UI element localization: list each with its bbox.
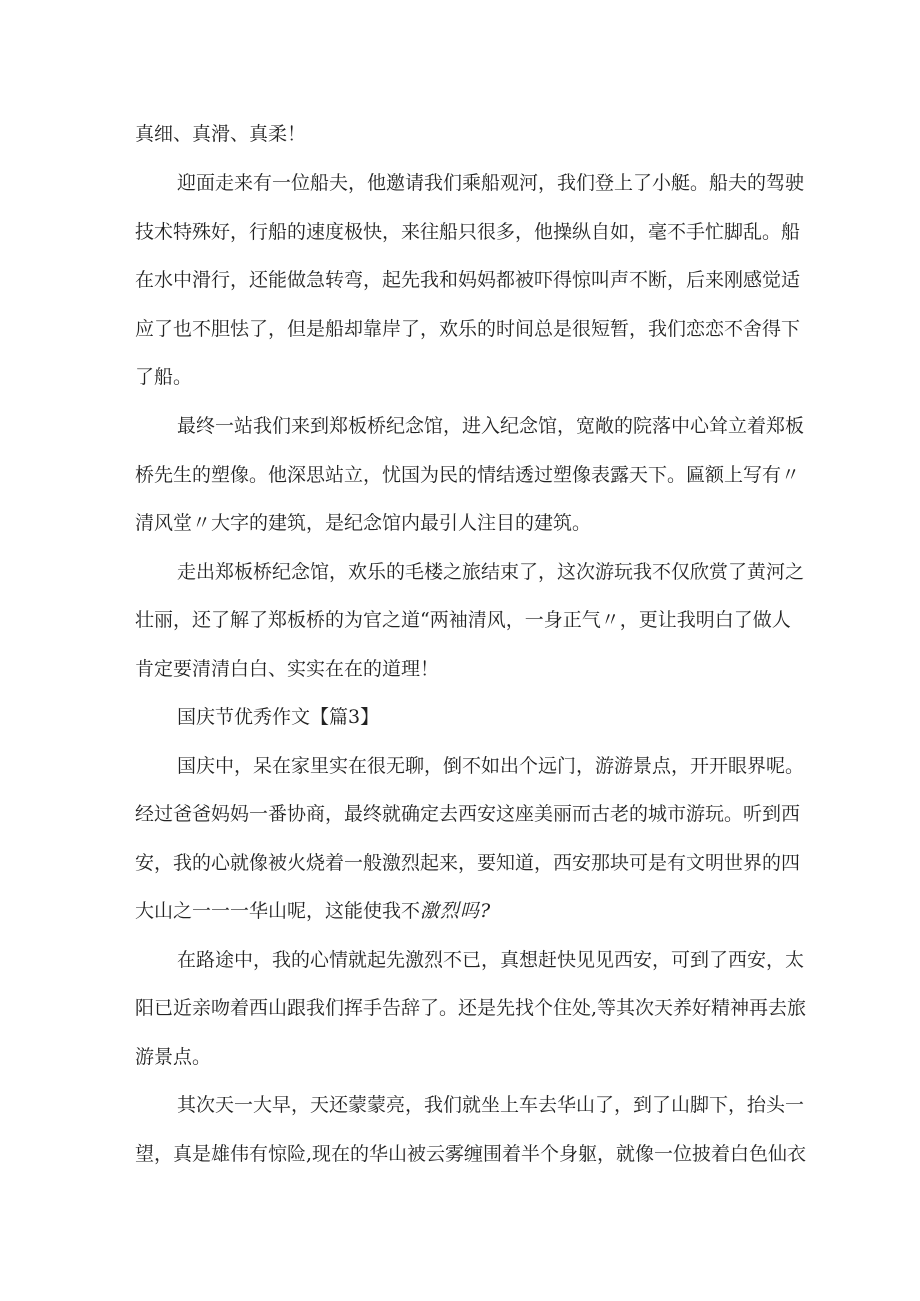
text-line: 游景点。 bbox=[135, 1046, 212, 1068]
text-line: 经过爸爸妈妈一番协商，最终就确定去西安这座美丽而古老的城市游玩。听到西 bbox=[135, 803, 801, 825]
text-line: 最终一站我们来到郑板桥纪念馆，进入纪念馆，宽敞的院落中心耸立着郑板 bbox=[177, 415, 805, 437]
text-line: 桥先生的塑像。他深思站立，忧国为民的情结透过塑像表露天下。匾额上写有〃 bbox=[135, 464, 801, 486]
text-line: 在水中滑行，还能做急转弯，起先我和妈妈都被吓得惊叫声不断，后来刚感觉适 bbox=[135, 269, 801, 291]
text-line: 安，我的心就像被火烧着一般激烈起来，要知道，西安那块可是有文明世界的四 bbox=[135, 852, 801, 874]
text-line: 迎面走来有一位船夫，他邀请我们乘船观河，我们登上了小艇。船夫的驾驶 bbox=[177, 172, 805, 194]
text-line: 在路途中，我的心情就起先激烈不已，真想赶快见见西安，可到了西安，太 bbox=[177, 949, 805, 971]
text-line bbox=[135, 899, 491, 923]
italic-text-segment: 激烈吗? bbox=[420, 900, 492, 922]
text-line: 真细、真滑、真柔！ bbox=[135, 123, 307, 145]
text-line: 应了也不胆怯了，但是船却靠岸了，欢乐的时间总是很短暂，我们恋恋不舍得下 bbox=[135, 318, 801, 340]
text-line: 了船。 bbox=[135, 366, 193, 388]
text-line: 清风堂〃大字的建筑，是纪念馆内最引人注目的建筑。 bbox=[135, 512, 592, 534]
text-line: 壮丽，还了解了郑板桥的为官之道“两袖清风，一身正气〃，更让我明白了做人 bbox=[135, 609, 791, 631]
text-line: 其次天一大早，天还蒙蒙亮，我们就坐上车去华山了，到了山脚下，抬头一 bbox=[177, 1094, 805, 1116]
text-line: 阳已近亲吻着西山跟我们挥手告辞了。还是先找个住处,等其次天养好精神再去旅 bbox=[135, 997, 807, 1019]
text-line: 国庆中，呆在家里实在很无聊，倒不如出个远门，游游景点，开开眼界呢。 bbox=[177, 755, 805, 777]
text-line: 走出郑板桥纪念馆，欢乐的毛楼之旅结束了，这次游玩我不仅欣赏了黄河之 bbox=[177, 561, 805, 583]
section-heading: 国庆节优秀作文【篇3】 bbox=[177, 706, 380, 728]
text-line: 肯定要清清白白、实实在在的道理！ bbox=[135, 658, 440, 680]
text-line: 技术特殊好，行船的速度极快，来往船只很多，他操纵自如，毫不手忙脚乱。船 bbox=[135, 221, 801, 243]
text-line: 望，真是雄伟有惊险,现在的华山被云雾缠围着半个身躯，就像一位披着白色仙衣 bbox=[135, 1143, 807, 1165]
text-segment: 大山之一一一华山呢，这能使我不 bbox=[135, 900, 421, 922]
